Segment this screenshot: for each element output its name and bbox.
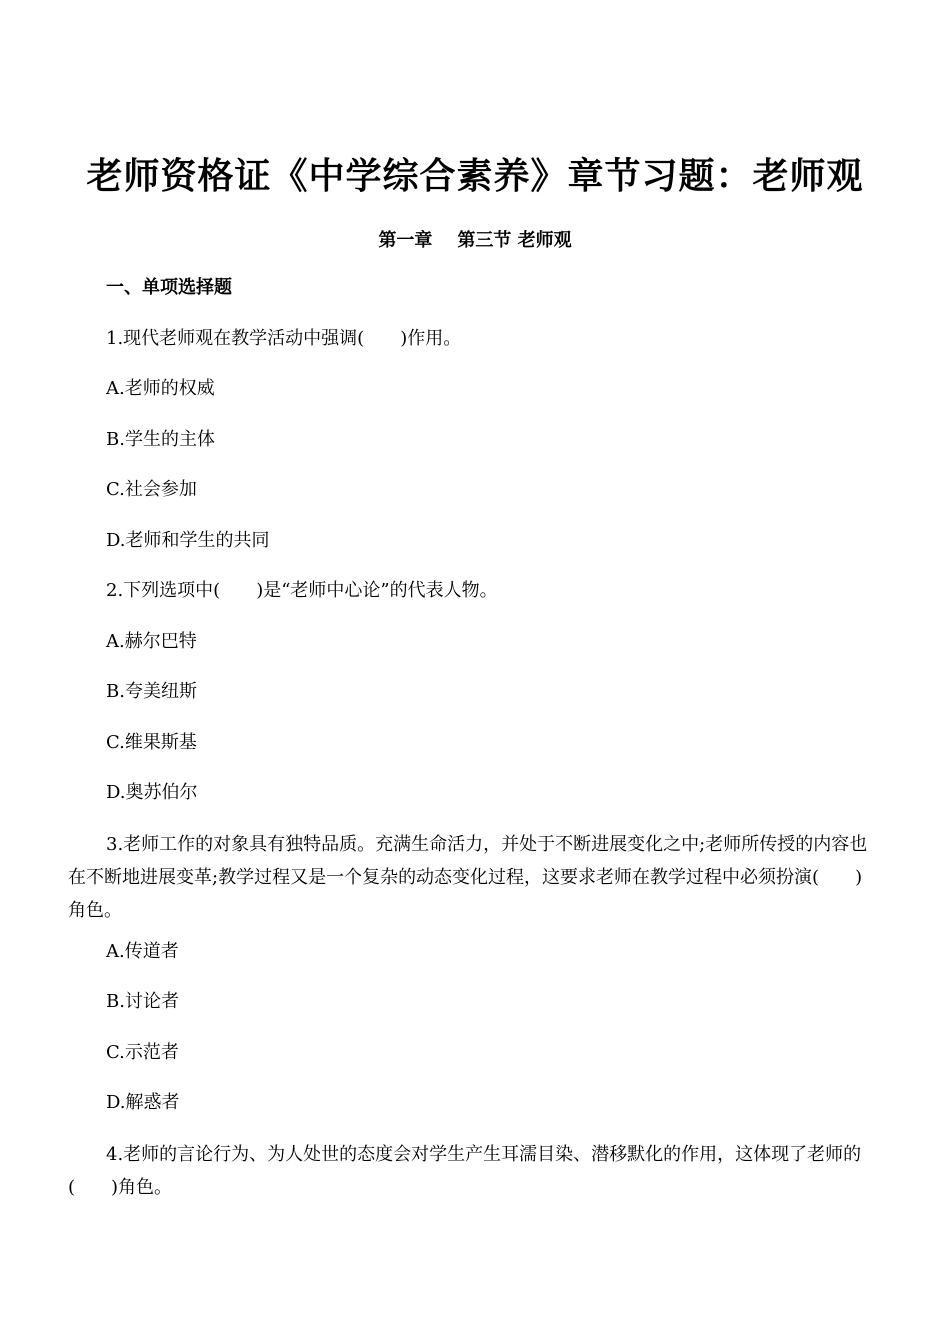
- question-2-stem: 2.下列选项中( )是“老师中心论”的代表人物。: [106, 580, 498, 601]
- question-2-option-a: A.赫尔巴特: [106, 631, 197, 652]
- question-3-option-c: C.示范者: [106, 1042, 179, 1063]
- question-2-option-d: D.奥苏伯尔: [106, 782, 198, 803]
- question-3-option-b: B.讨论者: [106, 991, 179, 1012]
- page-title: 老师资格证《中学综合素养》章节习题：老师观: [86, 156, 864, 197]
- question-1-option-a: A.老师的权威: [106, 378, 215, 399]
- question-2-option-c: C.维果斯基: [106, 732, 197, 753]
- question-1-option-b: B.学生的主体: [106, 429, 215, 450]
- question-3-option-d: D.解惑者: [106, 1092, 180, 1113]
- question-1-option-d: D.老师和学生的共同: [106, 530, 270, 551]
- question-1-stem: 1.现代老师观在教学活动中强调( )作用。: [106, 328, 462, 349]
- question-3-stem: 3.老师工作的对象具有独特品质。充满生命活力，并处于不断进展变化之中;老师所传授的内容也在不断地进展变革;教学过程又是一个复杂的动态变化过程，这要求老师在教学过程中必须扮演( )角色。: [68, 834, 868, 921]
- question-4-stem: 4.老师的言论行为、为人处世的态度会对学生产生耳濡目染、潜移默化的作用，这体现了老师的( )角色。: [68, 1144, 862, 1198]
- chapter-subtitle: 第一章 第三节 老师观: [378, 230, 572, 251]
- question-3-option-a: A.传道者: [106, 941, 179, 962]
- question-1-option-c: C.社会参加: [106, 479, 197, 500]
- section-heading: 一、单项选择题: [106, 277, 232, 298]
- question-2-option-b: B.夸美纽斯: [106, 681, 197, 702]
